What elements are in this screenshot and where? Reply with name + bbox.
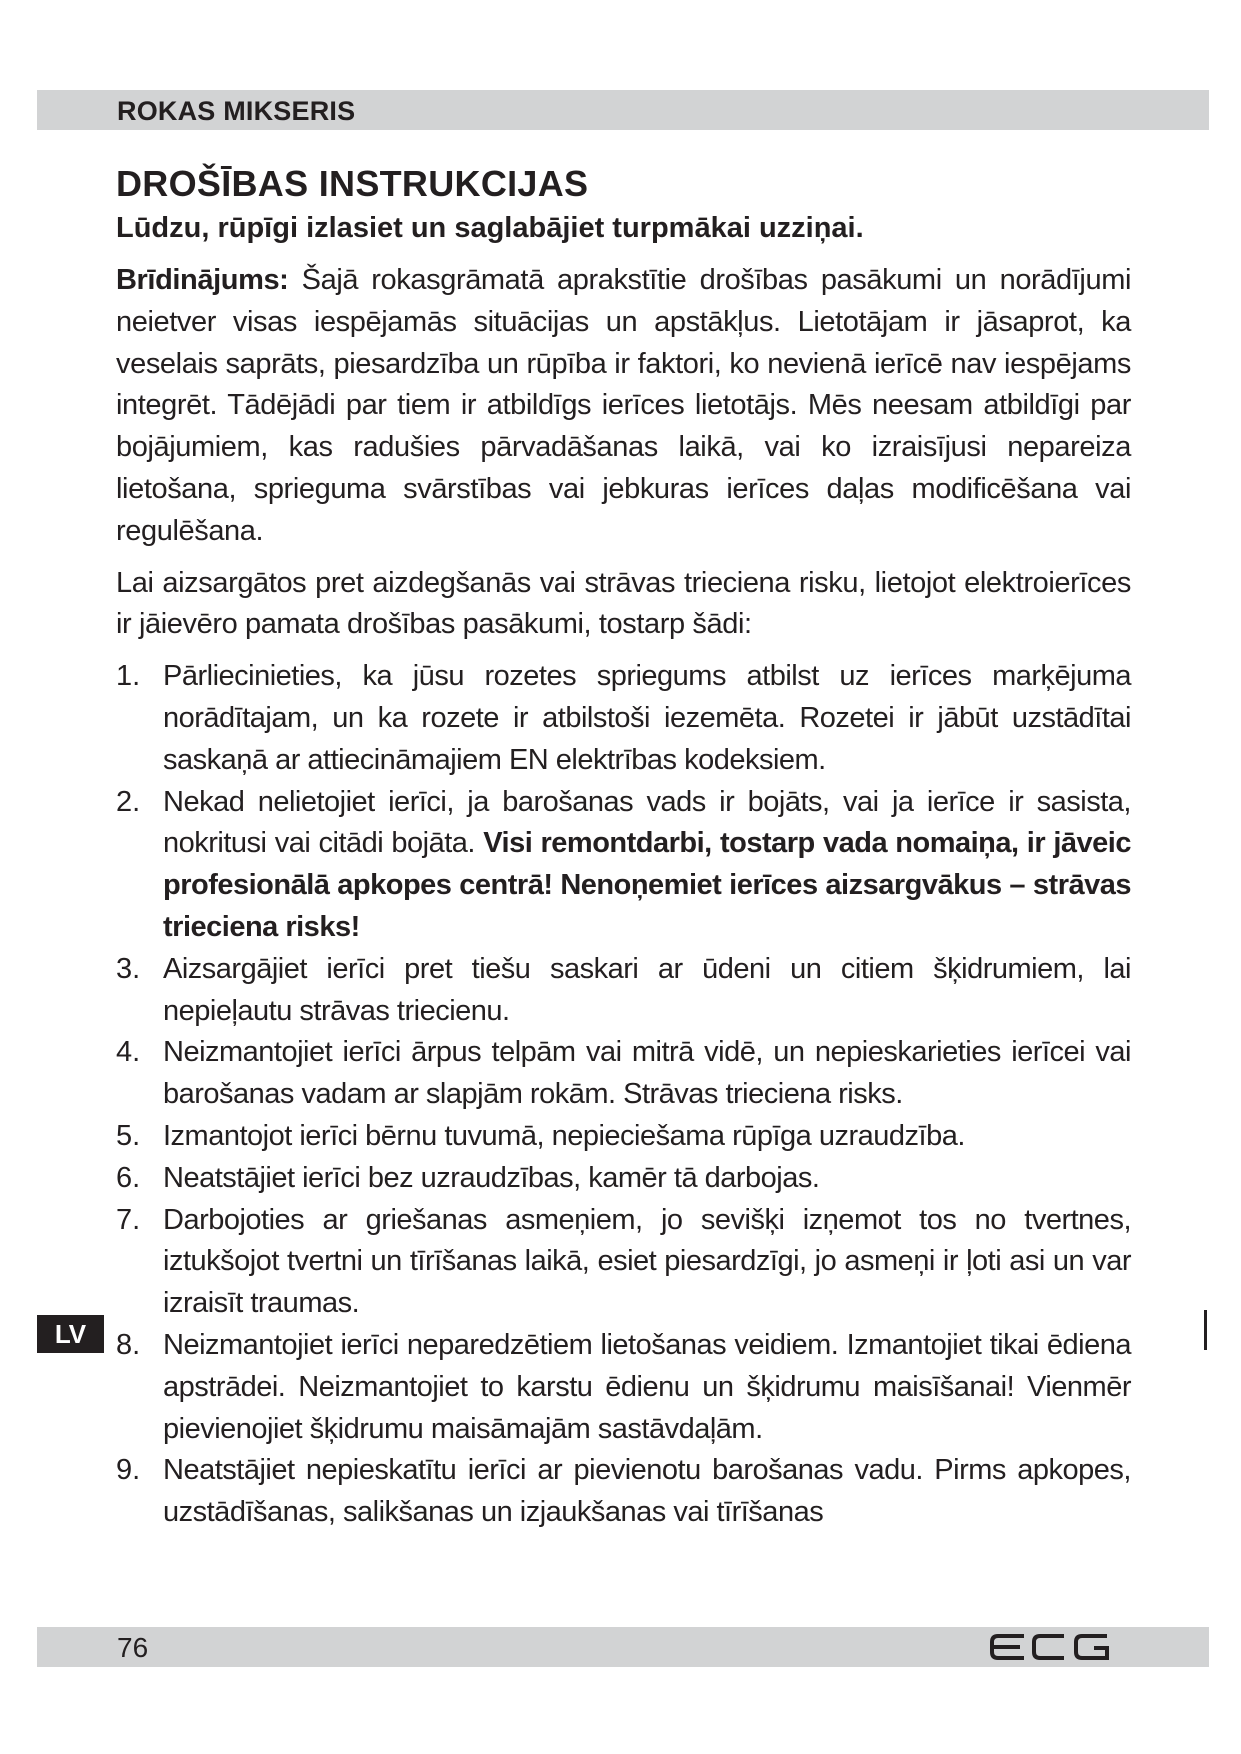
rule-item xyxy=(116,782,1131,949)
header-title: ROKAS MIKSERIS xyxy=(117,96,356,126)
rule-text: Aizsargājiet ierīci pret tiešu saskari ar ūdeni un citiem šķidrumiem, lai nepieļautu strāvas triecienu. xyxy=(163,952,1131,1027)
rule-number: 3. xyxy=(116,952,141,985)
rule-text: Neizmantojiet ierīci neparedzētiem lietošanas veidiem. Izmantojiet tikai ēdiena apstrādei. Neizmantojiet to karstu ēdienu un šķidrumu maisīšanai! Vienmēr pievienojiet šķidrumu maisāmajām sastāvdaļām. xyxy=(163,1328,1131,1445)
warning-label: Brīdinājums: xyxy=(116,264,289,296)
rule-number: 6. xyxy=(116,1161,141,1194)
rule-text: Izmantojot ierīci bērnu tuvumā, nepieciešama rūpīga uzraudzība. xyxy=(163,1119,965,1152)
rule-number: 9. xyxy=(116,1454,141,1487)
rule-item xyxy=(116,1200,1131,1325)
ecg-logo-icon xyxy=(990,1633,1110,1661)
rule-text: Darbojoties ar griešanas asmeņiem, jo sevišķi izņemot tos no tvertnes, iztukšojot tvertni un tīrīšanas laikā, esiet piesardzīgi, jo asmeņi ir ļoti asi un var izraisīt traumas. xyxy=(163,1203,1131,1320)
intro-paragraph: Lai aizsargātos pret aizdegšanās vai strāvas trieciena risku, lietojot elektroierīces ir jāievēro pamata drošības pasākumi, tostarp šādi: xyxy=(116,566,1131,641)
section-subtitle: Lūdzu, rūpīgi izlasiet un saglabājiet turpmākai uzziņai. xyxy=(116,212,864,244)
rule-item xyxy=(116,949,1131,1033)
language-tab: LV xyxy=(37,1315,104,1353)
footer-bar xyxy=(37,1627,1209,1667)
rule-item xyxy=(116,1116,1131,1158)
rule-item xyxy=(116,1158,1131,1200)
warning-paragraph xyxy=(116,260,1131,553)
rule-text: Pārliecinieties, ka jūsu rozetes spriegums atbilst uz ierīces marķējuma norādītajam, un ka rozete ir atbilstoši iezemēta. Rozetei ir jābūt uzstādītai saskaņā ar attiecināmajiem EN elektrības kodeksiem. xyxy=(163,660,1131,776)
rule-item xyxy=(116,1450,1131,1534)
header-bar xyxy=(37,90,1209,130)
rule-text: Neatstājiet nepieskatītu ierīci ar pievienotu barošanas vadu. Pirms apkopes, uzstādīšanas, salikšanas un izjaukšanas vai tīrīšanas xyxy=(163,1454,1131,1529)
rule-text: Neatstājiet ierīci bez uzraudzības, kamēr tā darbojas. xyxy=(163,1161,820,1194)
rule-text: Neizmantojiet ierīci ārpus telpām vai mitrā vidē, un nepieskarieties ierīcei vai barošanas vadam ar slapjām rokām. Strāvas trieciena risks. xyxy=(163,1036,1131,1111)
page-number: 76 xyxy=(117,1632,149,1663)
margin-mark xyxy=(1204,1310,1207,1350)
rule-number: 2. xyxy=(116,785,141,818)
rule-number: 7. xyxy=(116,1203,141,1236)
rule-text: Nekad nelietojiet ierīci, ja barošanas vads ir bojāts, vai ja ierīce ir sasista, nokritusi vai citādi bojāta. xyxy=(163,785,1131,860)
rule-item xyxy=(116,1032,1131,1116)
rule-number: 1. xyxy=(116,660,141,693)
rule-item xyxy=(116,656,1131,781)
safety-rules-list xyxy=(116,656,1131,1534)
rule-item xyxy=(116,1325,1131,1450)
rule-text-bold: Visi remontdarbi, tostarp vada nomaiņa, ir jāveic profesionālā apkopes centrā! Nenoņemiet ierīces aizsargvākus – strāvas trieciena risks! xyxy=(163,827,1131,943)
rule-number: 5. xyxy=(116,1119,141,1152)
rule-number: 8. xyxy=(116,1328,141,1361)
section-title: DROŠĪBAS INSTRUKCIJAS xyxy=(116,163,589,204)
content xyxy=(116,162,1131,1534)
rule-number: 4. xyxy=(116,1036,141,1069)
warning-text: Šajā rokasgrāmatā aprakstītie drošības pasākumi un norādījumi neietver visas iespējamās situācijas un apstākļus. Lietotājam ir jāsaprot, ka veselais saprāts, piesardzība un rūpība ir faktori, ko nevienā ierīcē nav iespējams integrēt. Tādējādi par tiem ir atbildīgs ierīces lietotājs. Mēs neesam atbildīgi par bojājumiem, kas radušies pārvadāšanas laikā, vai ko izraisījusi nepareiza lietošana, sprieguma svārstības vai jebkuras ierīces daļas modificēšana vai regulēšana. xyxy=(116,264,1131,547)
